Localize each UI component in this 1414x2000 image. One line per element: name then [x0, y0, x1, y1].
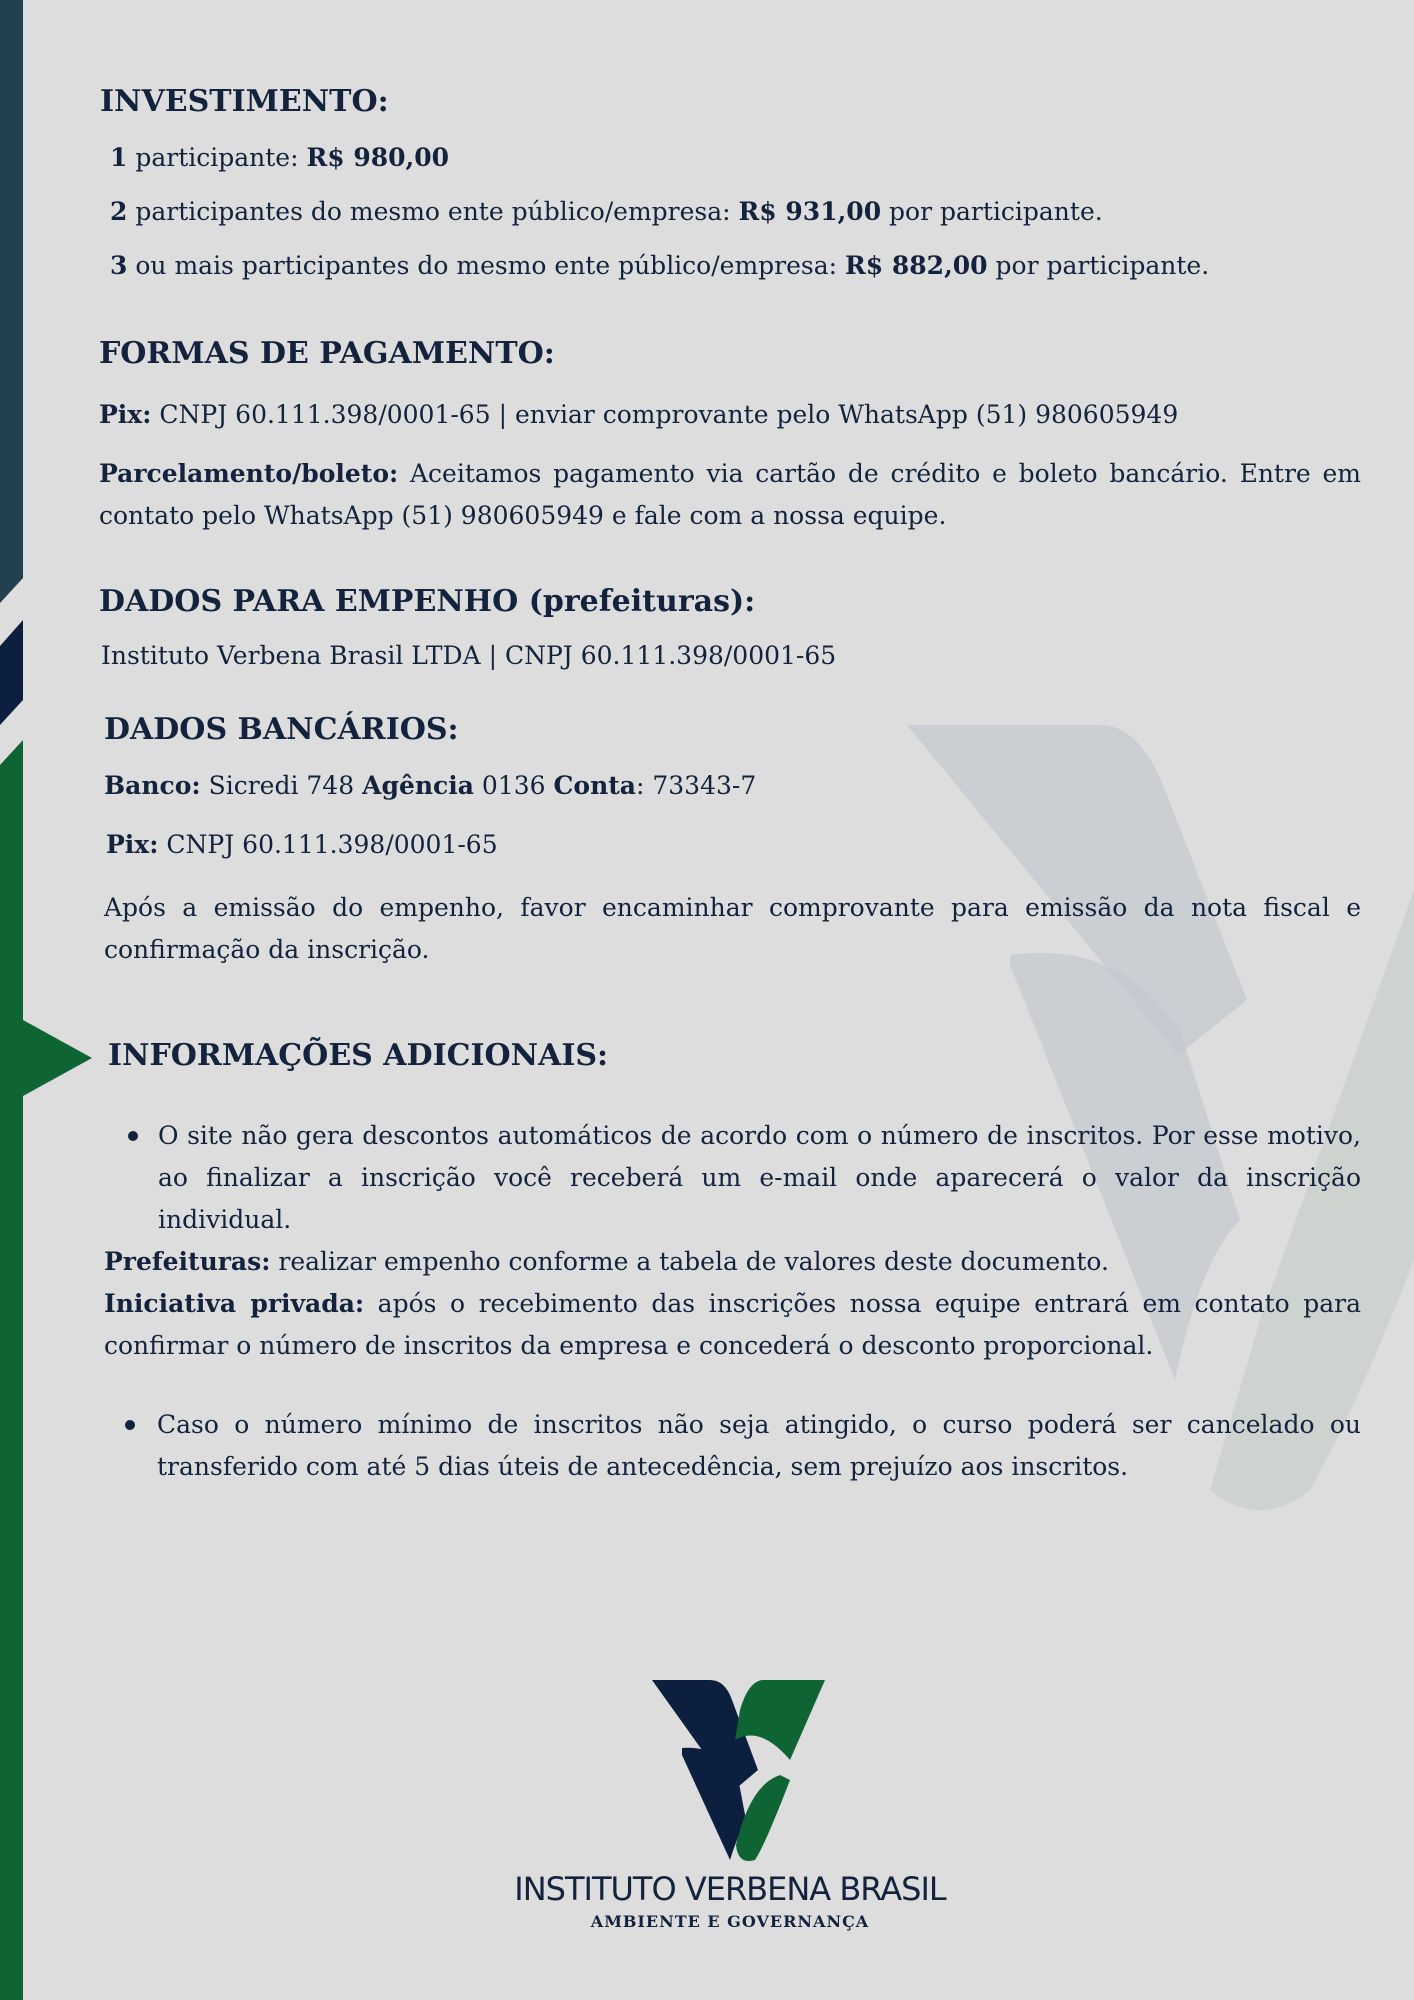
heading-dados-empenho: DADOS PARA EMPENHO (prefeituras):	[99, 584, 756, 619]
bullet-dot-1	[128, 1131, 138, 1141]
bullet-item-1: O site não gera descontos automáticos de acordo com o número de inscritos. Por esse motivo, ao finalizar a inscrição você receberá um e-mail onde aparecerá o valor da inscrição individual.	[158, 1121, 1361, 1234]
bullet-item-2: Caso o número mínimo de inscritos não seja atingido, o curso poderá ser cancelado ou transferido com até 5 dias úteis de antecedência, sem prejuízo aos inscritos.	[157, 1410, 1361, 1481]
heading-formas-pagamento: FORMAS DE PAGAMENTO:	[99, 336, 555, 371]
empenho-note-paragraph: Após a emissão do empenho, favor encaminhar comprovante para emissão da nota fiscal e confirmação da inscrição.	[104, 893, 1361, 964]
heading-investimento: INVESTIMENTO:	[100, 84, 389, 119]
logo-wordmark: INSTITUTO VERBENA BRASIL	[514, 1870, 946, 1908]
empenho-line: Instituto Verbena Brasil LTDA | CNPJ 60.111.398/0001-65	[101, 641, 837, 670]
bank-pix-line: Pix: CNPJ 60.111.398/0001-65	[106, 830, 498, 859]
logo-tagline: AMBIENTE E GOVERNANÇA	[590, 1912, 870, 1931]
verbena-logo-icon	[640, 1670, 840, 1870]
parcelamento-paragraph: Parcelamento/boleto: Aceitamos pagamento via cartão de crédito e boleto bancário. Entre em contato pelo WhatsApp (51) 980605949 e fale com a nossa equipe.	[99, 459, 1361, 530]
price-line-2: 2 participantes do mesmo ente público/empresa: R$ 931,00 por participante.	[110, 197, 1103, 226]
iniciativa-privada-paragraph: Iniciativa privada: após o recebimento das inscrições nossa equipe entrará em contato para confirmar o número de inscritos da empresa e concederá o desconto proporcional.	[104, 1289, 1361, 1360]
price-line-1: 1 participante: R$ 980,00	[110, 143, 450, 172]
prefeituras-paragraph: Prefeituras: realizar empenho conforme a tabela de valores deste documento.	[104, 1247, 1109, 1276]
price-line-3: 3 ou mais participantes do mesmo ente público/empresa: R$ 882,00 por participante.	[110, 251, 1210, 280]
bullet-dot-2	[125, 1420, 135, 1430]
bank-details-line: Banco: Sicredi 748 Agência 0136 Conta: 73343-7	[104, 771, 757, 800]
heading-informacoes-adicionais: INFORMAÇÕES ADICIONAIS:	[108, 1038, 609, 1073]
pix-line: Pix: CNPJ 60.111.398/0001-65 | enviar comprovante pelo WhatsApp (51) 980605949	[99, 400, 1179, 429]
heading-dados-bancarios: DADOS BANCÁRIOS:	[104, 712, 459, 747]
